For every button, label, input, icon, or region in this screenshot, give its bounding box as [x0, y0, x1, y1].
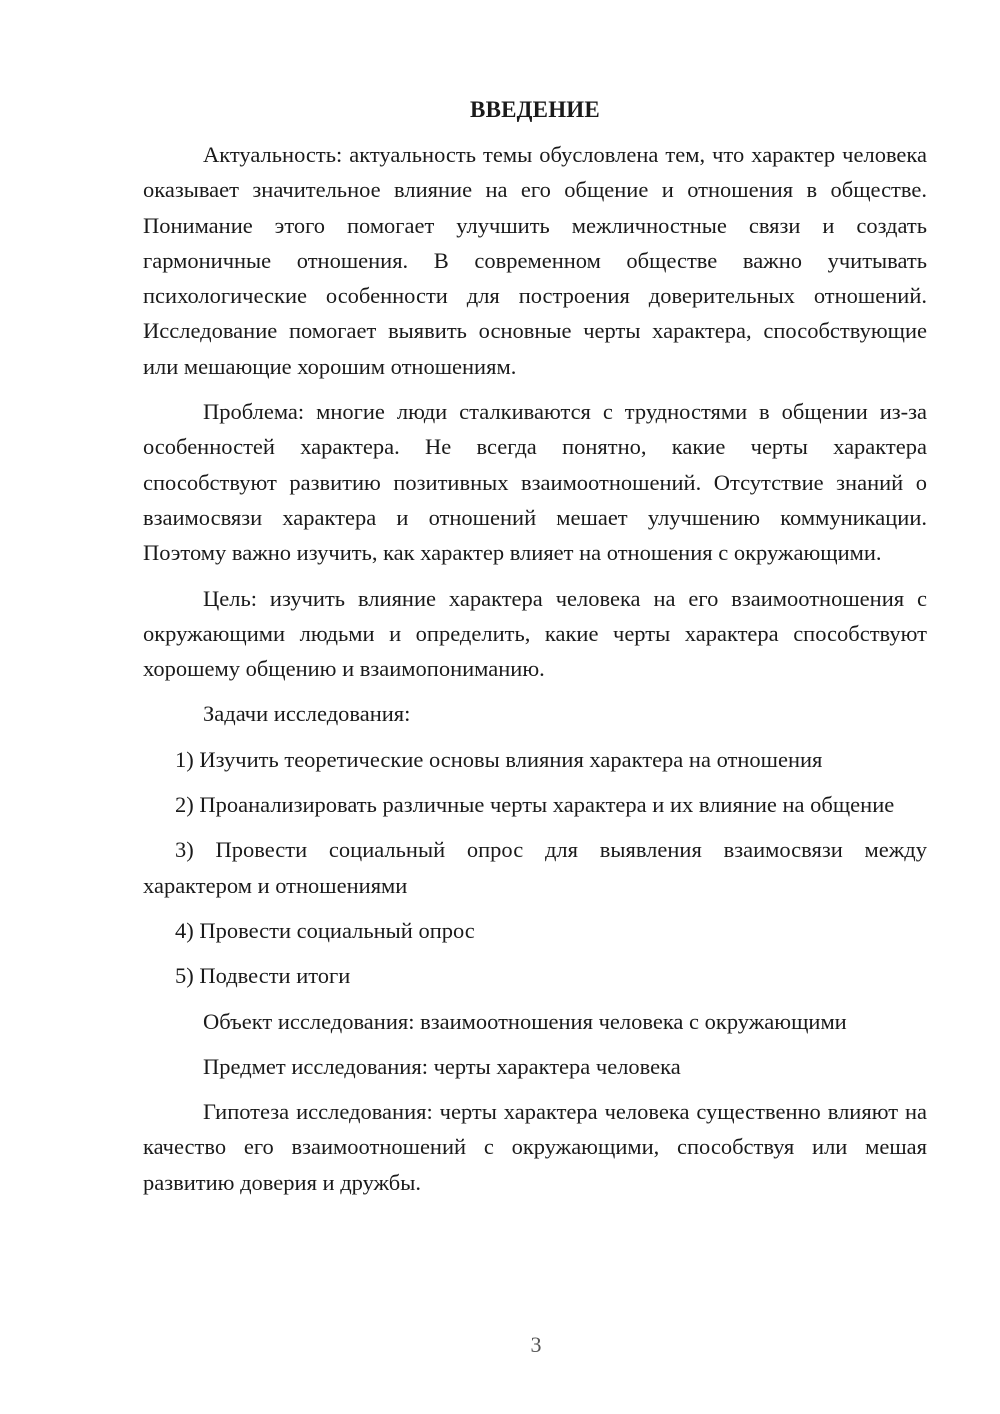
task-item-2: 2) Проанализировать различные черты характера и их влияние на общение — [175, 792, 895, 818]
relevance-paragraph: Актуальность: актуальность темы обусловлена тем, что характер человека оказывает значительное влияние на его общение и отношения в обществе. Понимание этого помогает улучшить межличностные связи и создать гармоничные отношения. В современном обществе важно учитывать психологические особенности для построения доверительных отношений. Исследование помогает выявить основные черты характера, способствующие или мешающие хорошим отношениям. — [143, 142, 927, 379]
page-number: 3 — [530, 1332, 542, 1357]
task-item-4: 4) Провести социальный опрос — [175, 917, 475, 943]
research-subject: Предмет исследования: черты характера человека — [203, 1053, 681, 1079]
task-item-3: 3) Провести социальный опрос для выявления взаимосвязи между характером и отношениями — [143, 837, 927, 898]
page-title: ВВЕДЕНИЕ — [470, 97, 600, 122]
tasks-heading: Задачи исследования: — [203, 701, 411, 727]
goal-paragraph: Цель: изучить влияние характера человека на его взаимоотношения с окружающими людьми и определить, какие черты характера способствуют хорошему общению и взаимопониманию. — [143, 585, 927, 682]
research-object: Объект исследования: взаимоотношения человека с окружающими — [203, 1008, 847, 1034]
task-item-1: 1) Изучить теоретические основы влияния характера на отношения — [175, 746, 823, 772]
task-item-5: 5) Подвести итоги — [175, 963, 351, 989]
document-page — [143, 92, 927, 1200]
problem-paragraph: Проблема: многие люди сталкиваются с трудностями в общении из-за особенностей характера. Не всегда понятно, какие черты характера способствуют развитию позитивных взаимоотношений. Отсутствие знаний о взаимосвязи характера и отношений мешает улучшению коммуникации. Поэтому важно изучить, как характер влияет на отношения с окружающими. — [143, 399, 927, 566]
hypothesis-paragraph: Гипотеза исследования: черты характера человека существенно влияют на качество его взаимоотношений с окружающими, способствуя или мешая развитию доверия и дружбы. — [143, 1099, 927, 1195]
